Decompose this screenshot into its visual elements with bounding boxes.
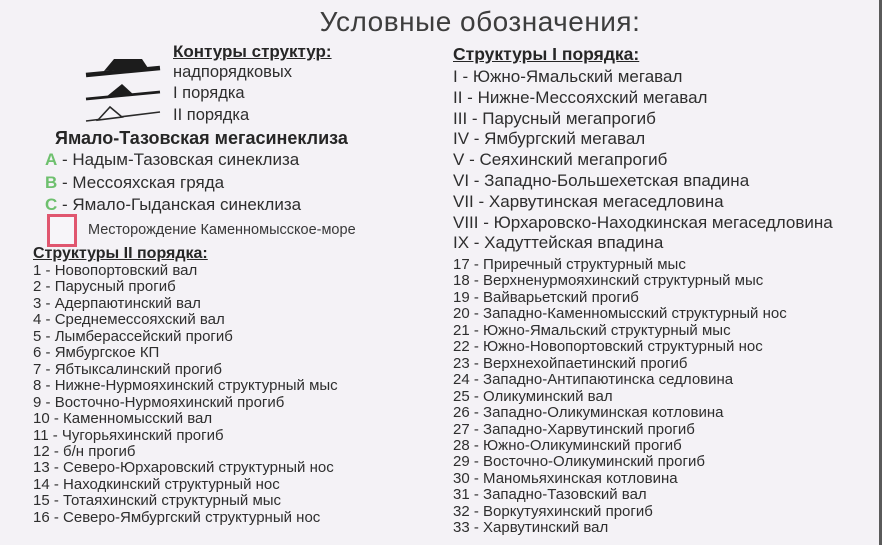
item-label: Маномьяхинская котловина	[483, 469, 678, 487]
item-separator: -	[41, 393, 55, 411]
item-separator: -	[41, 262, 55, 279]
item-label: Восточно-Оликуминский прогиб	[483, 453, 705, 471]
item-label: Среднемессояхский вал	[54, 311, 225, 329]
second-order-contour-icon	[84, 102, 162, 124]
item-separator: -	[49, 492, 64, 510]
unit-label: Надым-Тазовская синеклиза	[72, 150, 300, 169]
item-separator: -	[469, 387, 484, 405]
item-label: Северо-Юрхаровский структурный нос	[63, 459, 334, 477]
list-item	[453, 487, 787, 503]
item-number: 23	[453, 354, 470, 372]
item-number: 26	[453, 404, 470, 422]
item-number: 30	[453, 469, 470, 487]
item-number: 31	[453, 486, 470, 504]
item-number: VII	[453, 191, 474, 211]
item-number: I	[453, 67, 458, 86]
item-label: Южно-Ямальский мегавал	[472, 67, 683, 86]
item-label: Западно-Антипаютинска седловина	[483, 371, 734, 389]
item-number: VI	[453, 170, 470, 190]
item-separator: -	[49, 410, 64, 428]
item-number: 2	[33, 278, 42, 296]
item-number: IV	[453, 129, 470, 149]
structures-numbered-list	[453, 257, 787, 537]
contours-legend	[173, 41, 332, 126]
list-item	[33, 378, 338, 394]
item-label: Парусный прогиб	[54, 278, 176, 296]
list-item	[33, 395, 338, 411]
list-item	[453, 372, 787, 388]
item-separator: -	[41, 360, 55, 378]
item-label: Харвутинская мегаседловина	[488, 191, 724, 211]
list-item	[453, 520, 787, 536]
item-number: V	[453, 150, 465, 170]
item-number: 4	[33, 311, 42, 329]
item-separator: -	[469, 404, 484, 422]
item-separator: -	[469, 486, 484, 504]
list-item	[45, 149, 301, 172]
list-item	[453, 233, 833, 254]
item-label: Нижне-Нурмояхинский структурный мыс	[54, 377, 338, 395]
list-item	[45, 172, 301, 195]
item-number: 28	[453, 436, 470, 454]
unit-label: Ямало-Гыданская синеклиза	[72, 195, 302, 214]
list-item	[33, 493, 338, 509]
item-label: Западно-Каменномысский структурный нос	[483, 305, 787, 323]
item-separator: -	[478, 212, 494, 232]
field-label: Месторождение Каменномысское-море	[88, 222, 356, 238]
list-item	[33, 444, 338, 460]
item-number: 14	[33, 475, 50, 493]
list-item	[453, 504, 787, 520]
item-number: III	[453, 108, 468, 128]
structures-i-header: Структуры I порядка:	[453, 44, 640, 64]
list-item	[453, 422, 787, 438]
page-title: Условные обозначения:	[319, 6, 641, 37]
item-number: II	[453, 87, 463, 107]
item-separator: -	[469, 129, 485, 149]
item-label: Чугорьяхинский прогиб	[61, 426, 224, 444]
item-label: Тотаяхинский структурный мыс	[63, 492, 282, 510]
item-number: 7	[33, 360, 42, 378]
item-label: Западно-Тазовский вал	[483, 486, 647, 504]
item-label: Восточно-Нурмояхинский прогиб	[54, 393, 285, 411]
item-separator: -	[57, 195, 73, 214]
list-item	[33, 345, 338, 361]
contour-item-label: II порядка	[173, 105, 250, 124]
item-number: IX	[453, 233, 470, 253]
item-separator: -	[469, 420, 484, 438]
list-item	[453, 109, 833, 130]
item-separator: -	[462, 87, 478, 107]
item-number: 19	[453, 288, 470, 306]
item-label: Верхнехойпаетинский прогиб	[483, 354, 688, 372]
item-number: 1	[33, 262, 42, 279]
item-label: Южно-Новопортовский структурный нос	[483, 338, 763, 356]
item-separator: -	[49, 459, 64, 477]
item-number: 3	[33, 294, 42, 312]
list-item	[453, 192, 833, 213]
list-item	[453, 405, 787, 421]
item-number: 33	[453, 519, 470, 537]
item-label: Вайварьетский прогиб	[483, 288, 639, 306]
list-item	[33, 279, 338, 295]
list-item	[453, 213, 833, 234]
item-number: 17	[453, 256, 470, 273]
list-item	[453, 339, 787, 355]
structures-ii-header: Структуры II порядка:	[33, 245, 208, 262]
supra-order-contour-icon	[84, 55, 162, 79]
item-label: Ямбургское КП	[54, 344, 160, 362]
item-separator: -	[41, 377, 55, 395]
list-item	[33, 362, 338, 378]
item-label: Харвутинский вал	[483, 519, 609, 537]
item-label: б/н прогиб	[63, 442, 136, 460]
item-separator: -	[41, 278, 55, 296]
unit-letter: A	[45, 150, 58, 169]
item-label: Каменномысский вал	[63, 410, 213, 428]
list-item	[453, 454, 787, 470]
list-item	[453, 150, 833, 171]
item-label: Юрхаровско-Находкинская мегаседловина	[493, 212, 833, 232]
list-item	[33, 296, 338, 312]
item-label: Западно-Оликуминская котловина	[483, 404, 724, 422]
item-separator: -	[41, 327, 55, 345]
list-item	[453, 129, 833, 150]
item-separator: -	[473, 191, 489, 211]
item-separator: -	[41, 311, 55, 329]
list-item	[453, 356, 787, 372]
item-separator: -	[469, 436, 484, 454]
item-label: Приречный структурный мыс	[483, 256, 686, 273]
item-label: Южно-Оликуминский прогиб	[483, 436, 682, 454]
item-label: Западно-Харвутинский прогиб	[483, 420, 695, 438]
item-separator: -	[49, 442, 64, 460]
unit-label: Мессояхская гряда	[72, 172, 225, 192]
item-label: Верхненурмояхинский структурный мыс	[483, 272, 764, 290]
item-separator: -	[41, 344, 55, 362]
item-separator: -	[469, 305, 484, 323]
item-separator: -	[457, 67, 473, 86]
item-number: 21	[453, 321, 470, 339]
unit-letter: C	[45, 195, 58, 214]
list-item	[33, 312, 338, 328]
contours-header: Контуры структур:	[173, 42, 332, 61]
item-separator: -	[48, 426, 62, 444]
item-number: 5	[33, 327, 42, 345]
list-item	[453, 273, 787, 289]
item-separator: -	[469, 272, 484, 290]
unit-letter: B	[45, 172, 58, 192]
list-item	[33, 329, 338, 345]
item-separator: -	[469, 233, 485, 253]
megasyneclise-header: Ямало-Тазовская мегасинеклиза	[55, 128, 348, 148]
list-item	[453, 171, 833, 192]
item-number: 16	[33, 508, 50, 526]
list-item	[453, 67, 833, 88]
item-number: 15	[33, 492, 50, 510]
item-number: 32	[453, 502, 470, 520]
list-item	[45, 194, 301, 217]
item-number: VIII	[453, 212, 479, 232]
item-separator: -	[469, 519, 484, 537]
item-label: Южно-Ямальский структурный мыс	[483, 321, 731, 339]
item-separator: -	[469, 502, 484, 520]
list-item	[453, 290, 787, 306]
item-number: 25	[453, 387, 470, 405]
list-item	[33, 460, 338, 476]
item-label: Сеяхинский мегапрогиб	[479, 150, 668, 170]
field-outline-icon	[47, 214, 77, 247]
list-item	[453, 88, 833, 109]
item-separator: -	[469, 321, 484, 339]
first-order-contour-icon	[84, 80, 162, 102]
item-separator: -	[49, 508, 64, 526]
item-label: Лымберассейский прогиб	[54, 327, 233, 345]
list-item	[33, 428, 338, 444]
item-separator: -	[469, 354, 484, 372]
item-label: Хадуттейская впадина	[484, 233, 664, 253]
item-number: 12	[33, 442, 50, 460]
list-item	[33, 477, 338, 493]
list-item	[453, 257, 787, 273]
item-separator: -	[467, 108, 483, 128]
list-item	[453, 471, 787, 487]
item-label: Парусный мегапрогиб	[482, 108, 656, 128]
item-label: Нижне-Мессояхский мегавал	[477, 87, 708, 107]
item-label: Западно-Большехетская впадина	[484, 170, 750, 190]
item-separator: -	[49, 475, 64, 493]
item-number: 29	[453, 453, 470, 471]
item-number: 24	[453, 371, 470, 389]
structures-ii-list	[33, 263, 338, 526]
item-separator: -	[464, 150, 480, 170]
item-number: 10	[33, 410, 50, 428]
item-separator: -	[469, 288, 484, 306]
item-separator: -	[41, 294, 55, 312]
structures-i-list	[453, 67, 833, 254]
item-separator: -	[469, 469, 484, 487]
item-separator: -	[469, 170, 485, 190]
item-number: 13	[33, 459, 50, 477]
item-label: Северо-Ямбургский структурный нос	[63, 508, 321, 526]
item-label: Воркутуяхинский прогиб	[483, 502, 653, 520]
list-item	[453, 323, 787, 339]
item-number: 22	[453, 338, 470, 356]
megasyneclise-units	[45, 149, 301, 217]
item-number: 9	[33, 393, 42, 411]
item-separator: -	[57, 150, 73, 169]
list-item	[33, 510, 338, 526]
item-label: Ябтыксалинский прогиб	[54, 360, 222, 378]
item-separator: -	[469, 453, 484, 471]
list-item	[453, 306, 787, 322]
contour-item-label: надпорядковых	[173, 63, 293, 81]
item-label: Находкинский структурный нос	[63, 475, 280, 493]
item-number: 6	[33, 344, 42, 362]
item-separator: -	[469, 371, 484, 389]
list-item	[453, 438, 787, 454]
contour-item-label: I порядка	[173, 84, 245, 103]
item-number: 11	[33, 426, 49, 444]
item-separator: -	[57, 172, 73, 192]
item-number: 27	[453, 420, 470, 438]
item-label: Адерпаютинский вал	[54, 294, 201, 312]
item-label: Ямбургский мегавал	[484, 129, 646, 149]
item-number: 20	[453, 305, 470, 323]
item-separator: -	[469, 338, 484, 356]
item-label: Оликуминский вал	[483, 387, 613, 405]
item-number: 18	[453, 272, 470, 290]
list-item	[33, 263, 338, 279]
item-separator: -	[469, 256, 484, 273]
item-label: Новопортовский вал	[54, 262, 198, 279]
item-number: 8	[33, 377, 42, 395]
list-item	[33, 411, 338, 427]
list-item	[453, 389, 787, 405]
